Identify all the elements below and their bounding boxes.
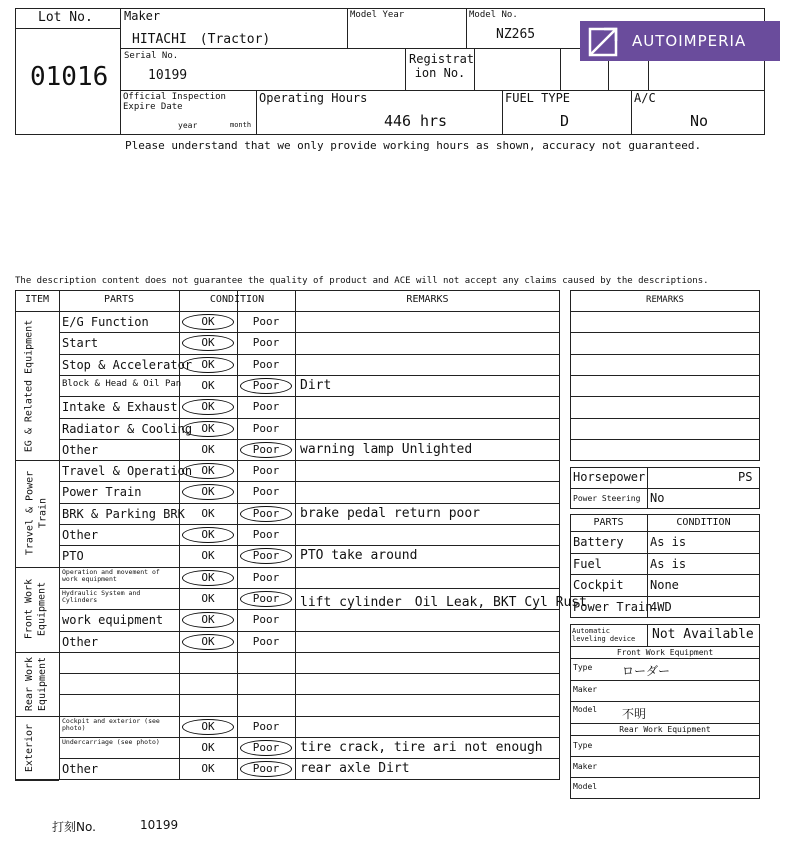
logo-mark-icon xyxy=(584,23,624,63)
hours-note: Please understand that we only provide working hours as shown, accuracy not guaranteed. xyxy=(125,139,702,152)
poor-option[interactable]: Poor xyxy=(252,400,280,414)
part-label: BRK & Parking BRK xyxy=(62,506,185,521)
poor-option[interactable]: Poor xyxy=(252,315,280,328)
fuel-value: D xyxy=(560,112,570,130)
selected-circle-icon xyxy=(240,591,292,607)
part-label: Intake & Exhaust xyxy=(62,400,178,415)
right-condition-label: CONDITION xyxy=(676,517,731,528)
group-label: Travel & Power Train xyxy=(24,471,48,556)
hours-unit: hrs xyxy=(420,112,448,130)
part-label: Travel & Operation xyxy=(62,464,193,479)
poor-option[interactable]: Poor xyxy=(252,464,280,478)
group-label: Rear Work Equipment xyxy=(23,656,48,711)
poor-option[interactable]: Poor xyxy=(252,336,280,350)
ok-option[interactable]: OK xyxy=(201,528,215,541)
front-type-value: ローダー xyxy=(622,664,671,678)
part-label: E/G Function xyxy=(62,315,149,329)
right-item-value: As is xyxy=(650,535,687,549)
lot-label: Lot No. xyxy=(38,10,93,25)
front-model-label: Model xyxy=(573,705,598,714)
autoimperia-logo xyxy=(580,21,780,61)
selected-circle-icon xyxy=(182,463,234,479)
selected-circle-icon xyxy=(182,570,234,586)
right-remarks-label: REMARKS xyxy=(646,295,684,305)
ok-option[interactable]: OK xyxy=(201,357,215,371)
part-label: Cockpit and exterior (see photo) xyxy=(62,716,160,732)
poor-option[interactable]: Poor xyxy=(252,719,280,733)
ok-option[interactable]: OK xyxy=(201,421,215,435)
lot-value: 01016 xyxy=(30,62,109,92)
disclaimer: The description content does not guarantee the quality of product and ACE will not accept any claims caused by the descriptions. xyxy=(15,276,709,286)
model-no-label: Model No. xyxy=(469,10,518,20)
selected-circle-icon xyxy=(182,719,234,735)
rear-maker-label: Maker xyxy=(573,762,598,771)
hours-label: Operating Hours xyxy=(259,91,368,105)
part-label: Other xyxy=(62,634,99,649)
poor-option[interactable]: Poor xyxy=(252,634,280,648)
rear-type-label: Type xyxy=(573,741,593,750)
poor-option[interactable]: Poor xyxy=(252,762,280,776)
selected-circle-icon xyxy=(182,357,234,373)
horsepower-label: Horsepower xyxy=(573,470,646,484)
ok-option[interactable]: OK xyxy=(201,719,215,733)
poor-option[interactable]: Poor xyxy=(252,506,280,520)
selected-circle-icon xyxy=(240,740,292,756)
part-label: Radiator & Cooling xyxy=(62,421,193,436)
month-label: month xyxy=(230,121,252,129)
poor-option[interactable]: Poor xyxy=(252,613,280,627)
part-label: Block & Head & Oil Pan xyxy=(62,378,182,389)
logo-text: AUTOIMPERIA xyxy=(632,32,747,50)
ok-option[interactable]: OK xyxy=(201,762,215,776)
ok-option[interactable]: OK xyxy=(201,570,215,584)
part-label: Stop & Accelerator xyxy=(62,357,193,372)
ok-option[interactable]: OK xyxy=(201,613,215,627)
right-item-value: None xyxy=(650,578,679,592)
part-label: work equipment xyxy=(62,613,164,628)
serial-label: Serial No. xyxy=(124,51,179,61)
selected-circle-icon xyxy=(182,634,234,650)
ok-option[interactable]: OK xyxy=(201,442,215,456)
ac-value: No xyxy=(690,112,709,130)
ok-option[interactable]: OK xyxy=(201,591,215,605)
front-maker-label: Maker xyxy=(573,685,598,694)
ok-option[interactable]: OK xyxy=(201,464,215,478)
part-label: PTO xyxy=(62,549,84,564)
poor-option[interactable]: Poor xyxy=(252,741,280,754)
right-item-label: Fuel xyxy=(573,556,602,571)
poor-option[interactable]: Poor xyxy=(252,421,280,435)
ac-label: A/C xyxy=(634,91,656,105)
header-parts: PARTS xyxy=(103,294,135,305)
ok-option[interactable]: OK xyxy=(201,741,215,754)
model-no-value: NZ265 xyxy=(496,27,536,42)
right-item-label: Power Train xyxy=(573,599,653,614)
stamp-value: 10199 xyxy=(140,818,179,832)
rear-model-label: Model xyxy=(573,782,598,791)
hours-value: 446 xyxy=(384,112,412,130)
front-model-value: 不明 xyxy=(622,707,647,721)
serial-value: 10199 xyxy=(148,68,188,83)
poor-option[interactable]: Poor xyxy=(252,485,280,499)
selected-circle-icon xyxy=(182,527,234,543)
header-remarks: REMARKS xyxy=(406,294,449,305)
poor-option[interactable]: Poor xyxy=(252,549,280,563)
ok-option[interactable]: OK xyxy=(201,400,215,414)
right-item-value: As is xyxy=(650,556,687,571)
part-label: Other xyxy=(62,528,99,542)
remark-text: lift cylinder Oil Leak, BKT Cyl Rust xyxy=(300,594,587,610)
auto-level-label: Automatic leveling device xyxy=(572,627,636,643)
part-label: Hydraulic System and Cylinders xyxy=(62,588,141,604)
front-title: Front Work Equipment xyxy=(616,648,714,657)
group-label: EG & Related Equipment xyxy=(24,319,35,452)
power-steering-value: No xyxy=(650,491,665,505)
part-label: Other xyxy=(62,762,99,777)
ok-option[interactable]: OK xyxy=(201,506,215,520)
poor-option[interactable]: Poor xyxy=(252,591,280,605)
poor-option[interactable]: Poor xyxy=(252,528,280,541)
ok-option[interactable]: OK xyxy=(201,549,215,563)
ok-option[interactable]: OK xyxy=(201,315,215,328)
ok-option[interactable]: OK xyxy=(201,378,215,392)
auto-level-value: Not Available xyxy=(652,627,754,642)
header-condition: CONDITION xyxy=(209,294,265,305)
maker-label: Maker xyxy=(124,9,161,23)
inspection-label: Official Inspection Expire Date xyxy=(123,92,226,112)
fuel-label: FUEL TYPE xyxy=(505,91,571,105)
selected-circle-icon xyxy=(182,421,234,437)
year-label: year xyxy=(178,121,198,130)
rear-title: Rear Work Equipment xyxy=(619,725,711,734)
group-label: Front Work Equipment xyxy=(24,579,48,640)
right-item-value: 4WD xyxy=(650,599,672,614)
header-item: ITEM xyxy=(24,294,50,305)
part-label: Other xyxy=(62,442,99,457)
ok-option[interactable]: OK xyxy=(201,336,215,350)
ok-option[interactable]: OK xyxy=(201,634,215,648)
remark-text: tire crack, tire ari not enough xyxy=(300,740,543,755)
right-item-label: Cockpit xyxy=(573,578,624,592)
horsepower-unit: PS xyxy=(738,470,753,484)
poor-option[interactable]: Poor xyxy=(252,357,280,371)
remark-text: warning lamp Unlighted xyxy=(300,441,473,457)
remark-text: rear axle Dirt xyxy=(300,761,410,777)
front-type-label: Type xyxy=(573,663,593,672)
part-label: Start xyxy=(62,336,99,351)
right-parts-label: PARTS xyxy=(593,517,624,528)
poor-option[interactable]: Poor xyxy=(252,570,280,584)
remark-text: Dirt xyxy=(300,377,332,393)
maker-value: HITACHI (Tractor) xyxy=(132,32,271,47)
selected-circle-icon xyxy=(182,314,234,330)
part-label: Undercarriage (see photo) xyxy=(62,738,160,746)
selected-circle-icon xyxy=(240,506,292,522)
model-year-label: Model Year xyxy=(350,10,405,20)
power-steering-label: Power Steering xyxy=(573,494,641,503)
remark-text: PTO take around xyxy=(300,548,418,564)
selected-circle-icon xyxy=(240,442,292,458)
poor-option[interactable]: Poor xyxy=(252,442,280,456)
selected-circle-icon xyxy=(240,378,292,394)
group-label: Exterior xyxy=(23,723,35,772)
right-item-label: Battery xyxy=(573,535,624,549)
remark-text: brake pedal return poor xyxy=(300,505,481,521)
stamp-label: 打刻No. xyxy=(52,820,96,834)
registration-label: Registrat ion No. xyxy=(409,52,475,80)
ok-option[interactable]: OK xyxy=(201,485,215,499)
poor-option[interactable]: Poor xyxy=(252,378,280,392)
part-label: Power Train xyxy=(62,485,142,500)
part-label: Operation and movement of work equipment xyxy=(62,567,160,583)
